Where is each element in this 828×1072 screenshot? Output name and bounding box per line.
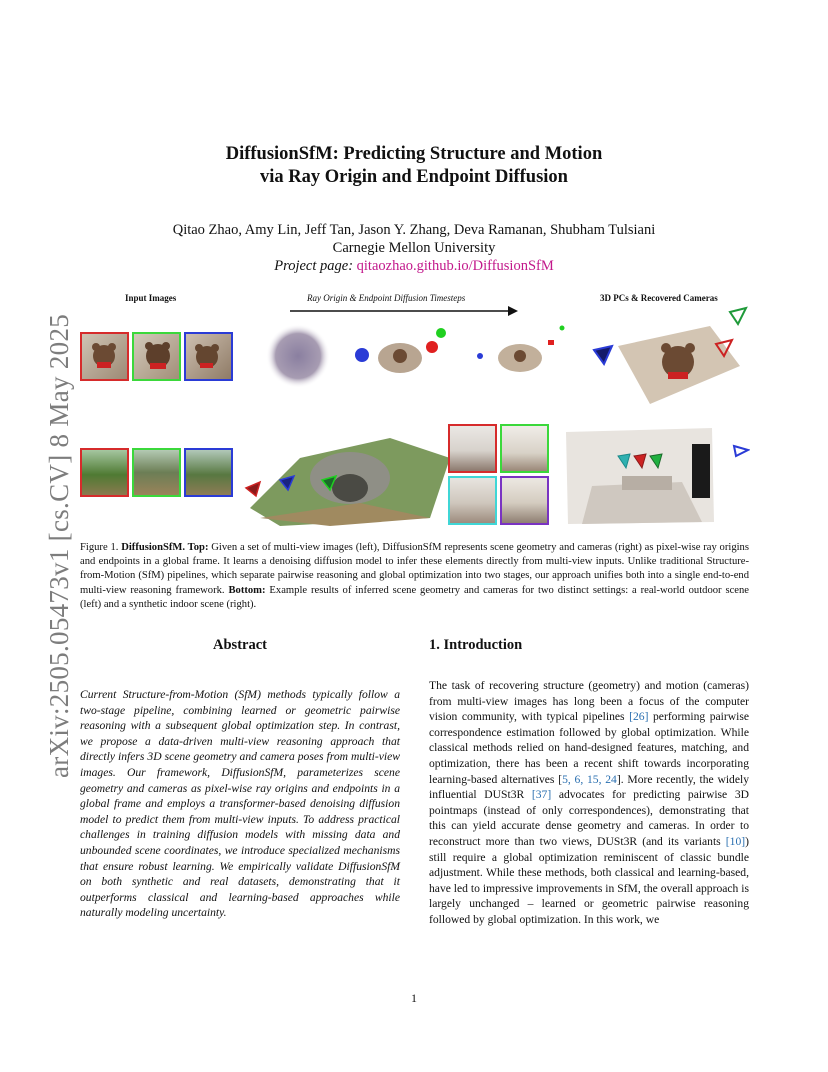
camera-frustum-red: [246, 482, 260, 496]
citation-link[interactable]: 5, 6, 15, 24: [562, 772, 617, 786]
affiliation: Carnegie Mellon University: [332, 240, 496, 256]
input-image-garden-3: [184, 448, 233, 497]
teddy-icon: [186, 334, 231, 379]
arxiv-stamp: [8, 300, 74, 780]
label-output: 3D PCs & Recovered Cameras: [600, 293, 718, 303]
intro-heading: 1. Introduction: [429, 637, 523, 653]
caption-text-bottom: Example results of inferred scene geometry and cameras for two distinct settings: a real-world outdoor scene (left) and a synthetic indoor scene (right).: [80, 584, 749, 610]
title-line-1: DiffusionSfM: Predicting Structure and Motion: [225, 144, 603, 164]
figure-caption: [80, 541, 749, 612]
camera-blob-red: [426, 341, 438, 353]
camera-blob-green: [436, 328, 446, 338]
input-image-bedroom-3: [448, 476, 497, 525]
input-image-garden-2: [132, 448, 181, 497]
project-page-link[interactable]: qitaozhao.github.io/DiffusionSfM: [356, 258, 554, 274]
intro-body: [429, 678, 749, 928]
input-image-bedroom-1: [448, 424, 497, 473]
intro-text-3: ]. More recently, the widely influential DUSt3R: [429, 772, 749, 802]
figure-1: [78, 288, 750, 528]
output-pointcloud-garden: [240, 418, 460, 528]
input-image-teddy-2: [132, 332, 181, 381]
teddy-icon: [82, 334, 127, 379]
caption-text-top: Given a set of multi-view images (left), DiffusionSfM represents scene geometry and cameras (right) as pixel-wise ray origins and endpoints in a global frame. It learns a denoising diffusion model to infer these elements directly from multi-view inputs. Unlike traditional Structure-from-Motion (SfM) pipelines, which separate pairwise reasoning and global optimization into two stages, our approach unifies both into a single end-to-end multi-view reasoning framework.: [80, 542, 749, 596]
caption-bold-bottom: Bottom:: [228, 584, 266, 596]
citation-link[interactable]: [37]: [531, 788, 552, 802]
output-pointcloud-teddy: [590, 306, 752, 406]
citation-link[interactable]: [26]: [629, 710, 649, 724]
input-image-bedroom-4: [500, 476, 549, 525]
camera-blob-blue: [355, 348, 369, 362]
intro-text-1: The task of recovering structure (geometry) and motion (cameras) from multi-view images has long been a focus of the computer vision community, with typical pipelines: [429, 679, 749, 724]
output-pointcloud-bedroom: [562, 426, 750, 526]
author-list: Qitao Zhao, Amy Lin, Jeff Tan, Jason Y. Zhang, Deva Ramanan, Shubham Tulsiani: [172, 222, 656, 238]
citation-link[interactable]: [10]: [725, 834, 746, 848]
page-number: 1: [411, 991, 417, 1005]
project-page: [80, 257, 748, 275]
input-image-garden-1: [80, 448, 129, 497]
teddy-icon: [134, 334, 179, 379]
camera-frustum-blue: [594, 346, 612, 364]
label-timesteps: Ray Origin & Endpoint Diffusion Timesteps: [307, 293, 466, 303]
abstract-body: Current Structure-from-Motion (SfM) methods typically follow a two-stage pipeline, combining learned or geometric pairwise reasoning with a subsequent global optimization step. In contrast, we propose a data-driven multi-view reasoning approach that directly infers 3D scene geometry and camera poses from multi-view images. Our framework, DiffusionSfM, parameterizes scene geometry and cameras as pixel-wise ray origins and endpoints in a global frame and employs a transformer-based denoising diffusion model to predict them from multi-view inputs. To address practical challenges in training diffusion models with missing data and unbounded scene coordinates, we introduce specialized mechanisms that ensure robust learning. We empirically validate DiffusionSfM on both synthetic and real datasets, demonstrating that it outperforms classical and learning-based approaches while naturally modeling uncertainty.: [80, 688, 400, 920]
intro-text-5: ) still require a global optimization reminiscent of classic bundle adjustment. While these methods, both classical and learning-based, have led to impressive improvements in SfM, the overall approach is largely unchanged – learned or geometric pairwise reasoning followed by global optimization. In this work, we: [429, 834, 749, 926]
input-image-teddy-1: [80, 332, 129, 381]
label-input-images: Input Images: [125, 293, 177, 303]
abstract-heading: Abstract: [213, 637, 267, 653]
input-image-teddy-3: [184, 332, 233, 381]
author-block: [80, 221, 748, 275]
caption-prefix: Figure 1.: [80, 542, 119, 553]
input-image-bedroom-2: [500, 424, 549, 473]
diffusion-timesteps: [258, 318, 568, 398]
timestep-arrow-icon: [290, 304, 518, 318]
project-page-label: Project page:: [274, 258, 354, 274]
camera-frustum-purple: [734, 446, 748, 456]
noise-cloud: [266, 324, 330, 388]
title-line-2: via Ray Origin and Endpoint Diffusion: [260, 167, 568, 187]
paper-title: [100, 143, 728, 189]
arxiv-stamp-text: arXiv:2505.05473v1 [cs.CV] 8 May 2025: [44, 313, 74, 778]
intro-text-2: performing pairwise correspondence estimation followed by global optimization. While classical methods relied on hand-designed features, matching, and optimization, there has been a recent shift towards incorporating learning-based alternatives [: [429, 710, 750, 786]
caption-bold-top: DiffusionSfM. Top:: [121, 542, 209, 553]
camera-frustum-green: [730, 308, 746, 324]
intro-text-4: advocates for predicting pairwise 3D pointmaps (instead of only correspondences), demonstrating that this can yield accurate dense geometry and cameras. In order to reconstruct more than two views, DUSt3R (and its variants: [429, 788, 750, 848]
